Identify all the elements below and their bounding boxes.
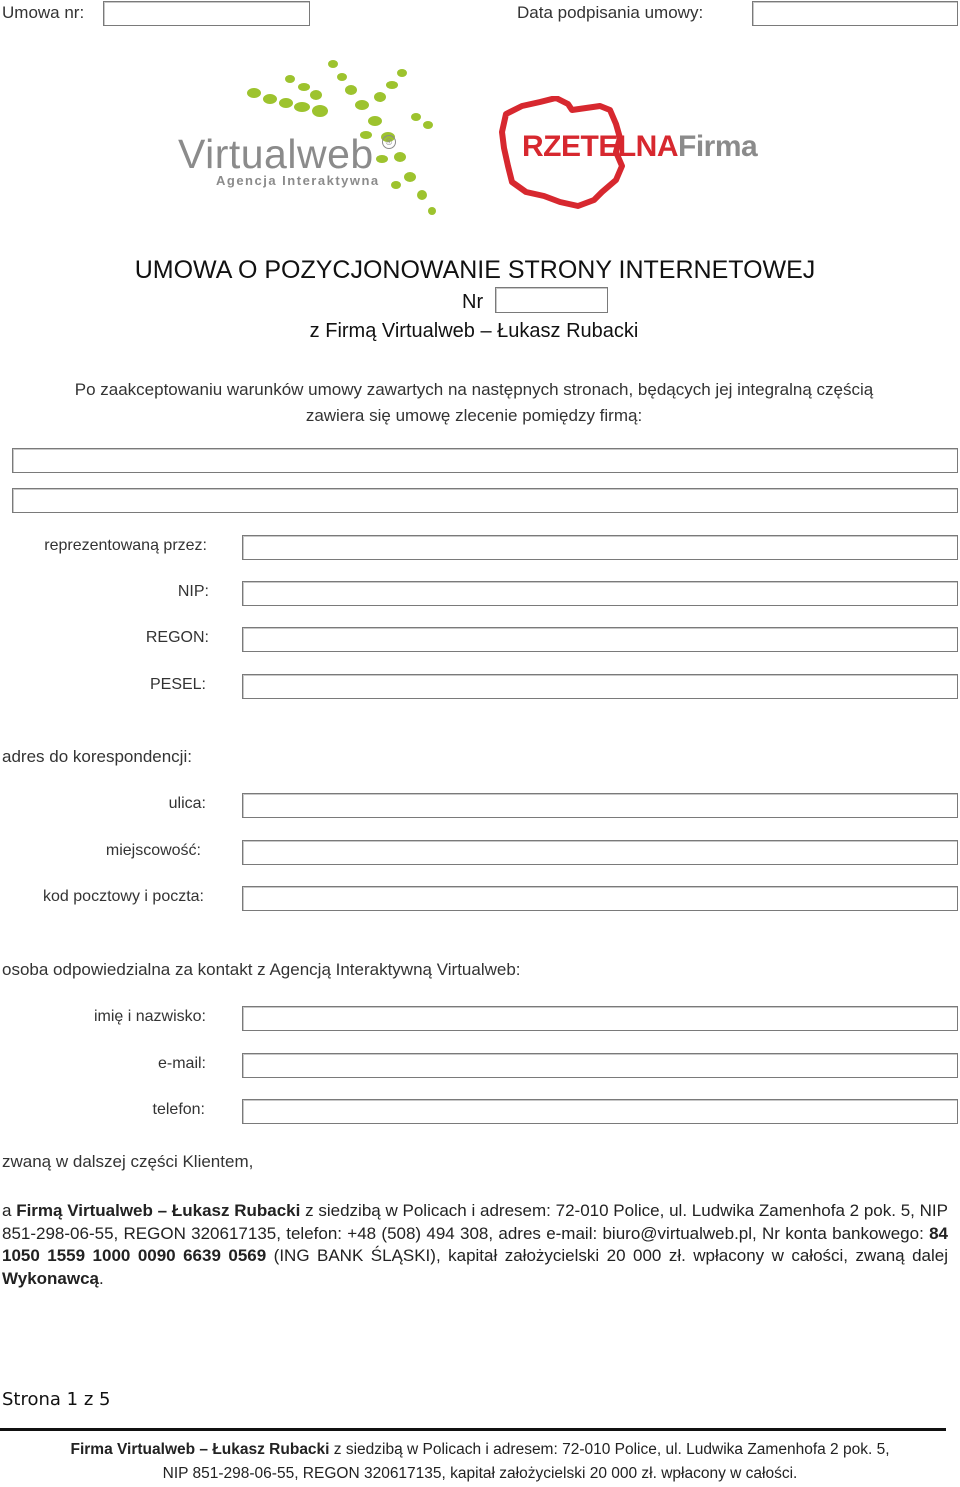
- registered-mark-icon: ®: [382, 135, 396, 149]
- contract-number-title-field[interactable]: [495, 287, 608, 313]
- regon-field[interactable]: [242, 627, 958, 652]
- represented-by-label: reprezentowaną przez:: [44, 537, 207, 554]
- rzetelna-word: RZETELNA: [522, 130, 678, 163]
- street-field[interactable]: [242, 793, 958, 818]
- address-heading: adres do korespondencji:: [2, 747, 192, 766]
- nip-label: NIP:: [177, 583, 209, 600]
- sign-date-field[interactable]: [752, 1, 958, 26]
- contractor-text-2: z siedzibą w Policach i adresem: 72-010 Police, ul. Ludwika Zamenhofa 2 pok. 5, NIP 851-298-06-55, REGON 320617135, telefon: +48 (508) 494 308, adres e-mail: biuro@virtualweb.pl, Nr konta bankowego:: [2, 1201, 948, 1243]
- pesel-field[interactable]: [242, 674, 958, 699]
- phone-label: telefon:: [152, 1101, 205, 1118]
- pesel-label: PESEL:: [149, 676, 206, 693]
- phone-field[interactable]: [242, 1099, 958, 1124]
- city-field[interactable]: [242, 840, 958, 865]
- email-label: e-mail:: [157, 1055, 206, 1072]
- virtualweb-logo: [170, 55, 450, 225]
- virtualweb-tagline: Agencja Interaktywna: [216, 173, 380, 188]
- contract-title: UMOWA O POZYCJONOWANIE STRONY INTERNETOWEJ: [134, 256, 816, 284]
- regon-label: REGON:: [145, 629, 209, 646]
- contractor-paragraph: [2, 1200, 948, 1290]
- contractor-alias: Wykonawcą: [2, 1268, 100, 1288]
- footer-line-2: NIP 851-298-06-55, REGON 320617135, kapitał założycielski 20 000 zł. wpłacony w całości.: [162, 1465, 798, 1482]
- postal-code-label: kod pocztowy i poczta:: [43, 888, 204, 905]
- rzetelna-firma-logo: [498, 96, 760, 212]
- nip-field[interactable]: [242, 581, 958, 606]
- with-company-subtitle: z Firmą Virtualweb – Łukasz Rubacki: [309, 320, 639, 342]
- city-label: miejscowość:: [105, 842, 201, 859]
- contractor-text-4: .: [99, 1268, 104, 1288]
- contact-heading: osoba odpowiedzialna za kontakt z Agencją Interaktywną Virtualweb:: [2, 960, 521, 979]
- page-number: Strona 1 z 5: [2, 1389, 111, 1410]
- postal-code-field[interactable]: [242, 886, 958, 911]
- email-field[interactable]: [242, 1053, 958, 1078]
- intro-line-2: zawiera się umowę zlecenie pomiędzy firmą:: [305, 406, 643, 425]
- firma-word: Firma: [678, 130, 758, 163]
- number-label: Nr: [462, 291, 484, 313]
- company-name-field-1[interactable]: [12, 448, 958, 473]
- represented-by-field[interactable]: [242, 535, 958, 560]
- contractor-company-name: Firmą Virtualweb – Łukasz Rubacki: [16, 1201, 301, 1220]
- full-name-label: imię i nazwisko:: [93, 1008, 206, 1025]
- street-label: ulica:: [168, 795, 206, 812]
- company-name-field-2[interactable]: [12, 488, 958, 513]
- full-name-field[interactable]: [242, 1006, 958, 1031]
- contract-number-field[interactable]: [103, 1, 310, 26]
- footer-address: z siedzibą w Policach i adresem: 72-010 Police, ul. Ludwika Zamenhofa 2 pok. 5,: [329, 1441, 890, 1458]
- virtualweb-wordmark: Virtualweb: [178, 131, 374, 177]
- footer-company-name: Firma Virtualweb – Łukasz Rubacki: [70, 1441, 330, 1458]
- contractor-text-3: (ING BANK ŚLĄSKI), kapitał założycielski 20 000 zł. wpłacony w całości, zwaną dalej: [266, 1246, 949, 1265]
- intro-line-1: Po zaakceptowaniu warunków umowy zawartych na następnych stronach, będących jej integralną częścią: [74, 380, 874, 399]
- contractor-text-1: a: [2, 1201, 17, 1220]
- bank-account-number: 84 1050 1559 1000 0090 6639 0569: [2, 1223, 948, 1265]
- sign-date-label: Data podpisania umowy:: [517, 3, 704, 22]
- footer-divider: [0, 1428, 946, 1431]
- contract-number-label: Umowa nr:: [2, 3, 85, 22]
- client-alias-text: zwaną w dalszej części Klientem,: [2, 1152, 254, 1171]
- footer-line-1: [0, 1441, 960, 1459]
